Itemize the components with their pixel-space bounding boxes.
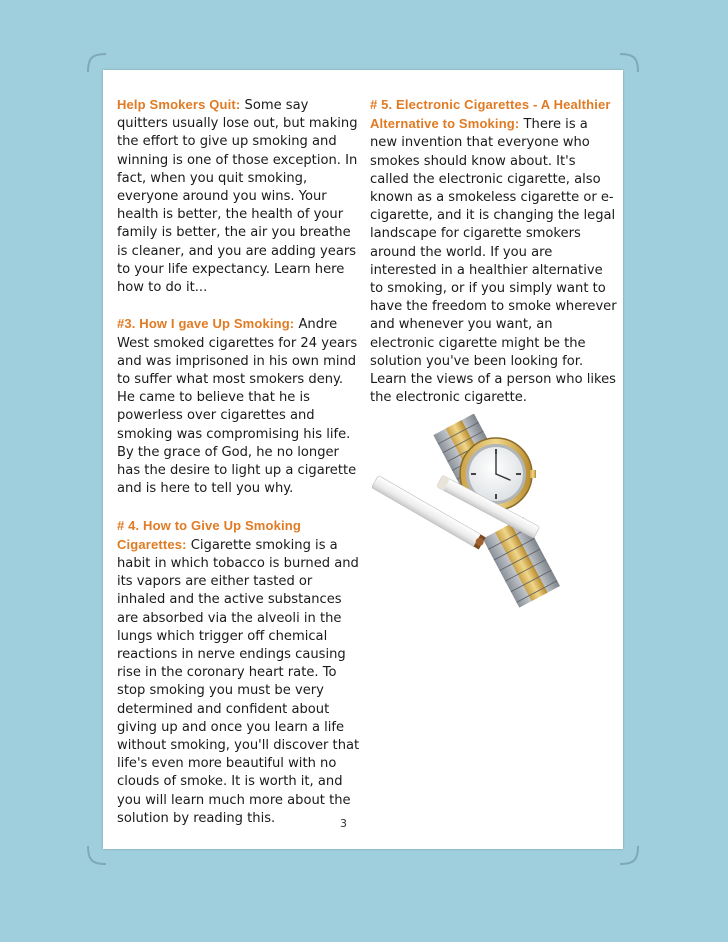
corner-flourish-bottom-right <box>600 826 640 866</box>
paragraph-how-to-give-up <box>117 517 363 828</box>
paragraph-how-i-gave-up <box>117 315 363 498</box>
paragraph-text: There is a new invention that everyone who smokes should know about. It's called the electronic cigarette, also known as a smokeless cigarette or e-cigarette, and it is changing the legal landscape for cigarette smokers around the world. If you are interested in a healthier alternative to smoking, or if you simply want to have the freedom to smoke wherever and whenever you want, an electronic cigarette might be the solution you've been looking for. Learn the views of a person who likes the electronic cigarette. <box>370 117 617 406</box>
paragraph-heading[interactable]: # 4. How to Give Up Smoking Cigarettes: <box>117 517 301 552</box>
paragraph-heading[interactable]: Help Smokers Quit: <box>117 97 241 112</box>
paragraph-text: Some say quitters usually lose out, but making the effort to give up smoking and winning is one of those exception. In fact, when you quit smoking, everyone around you wins. Your health is better, the health of your family is better, the air you breathe is cleaner, and you are adding years to your life expectancy. Learn here how to do it... <box>117 98 358 296</box>
paragraph-electronic-cigarettes <box>370 96 617 407</box>
paragraph-text: Cigarette smoking is a habit in which tobacco is burned and its vapors are either tasted or inhaled and the active substances are absorbed via the alveoli in the lungs which trigger off chemical reactions in nerve endings causing rise in the coronary heart rate. To stop smoking you must be very determined and confident about giving up and once you learn a life without smoking, you'll discover that life's even more beautiful with no clouds of smoke. It is worth it, and you will learn much more about the solution by reading this. <box>117 537 360 826</box>
paragraph-heading[interactable]: # 5. Electronic Cigarettes - A Healthier Alternative to Smoking: <box>370 97 611 132</box>
paragraph-help-smokers-quit <box>117 96 363 297</box>
watch-and-cigarettes-image <box>368 414 618 614</box>
right-column <box>370 96 617 426</box>
paragraph-text: Andre West smoked cigarettes for 24 years and was imprisoned in his own mind to suffer what most smokers deny. He came to believe that he is powerless over cigarettes and smoking was compromising his life. By the grace of God, he no longer has the desire to light up a cigarette and is here to tell you why. <box>117 317 358 497</box>
corner-flourish-top-right <box>600 52 640 92</box>
page-number: 3 <box>340 817 347 830</box>
corner-flourish-top-left <box>86 52 126 92</box>
paragraph-heading[interactable]: #3. How I gave Up Smoking: <box>117 316 295 332</box>
left-column <box>117 96 363 846</box>
